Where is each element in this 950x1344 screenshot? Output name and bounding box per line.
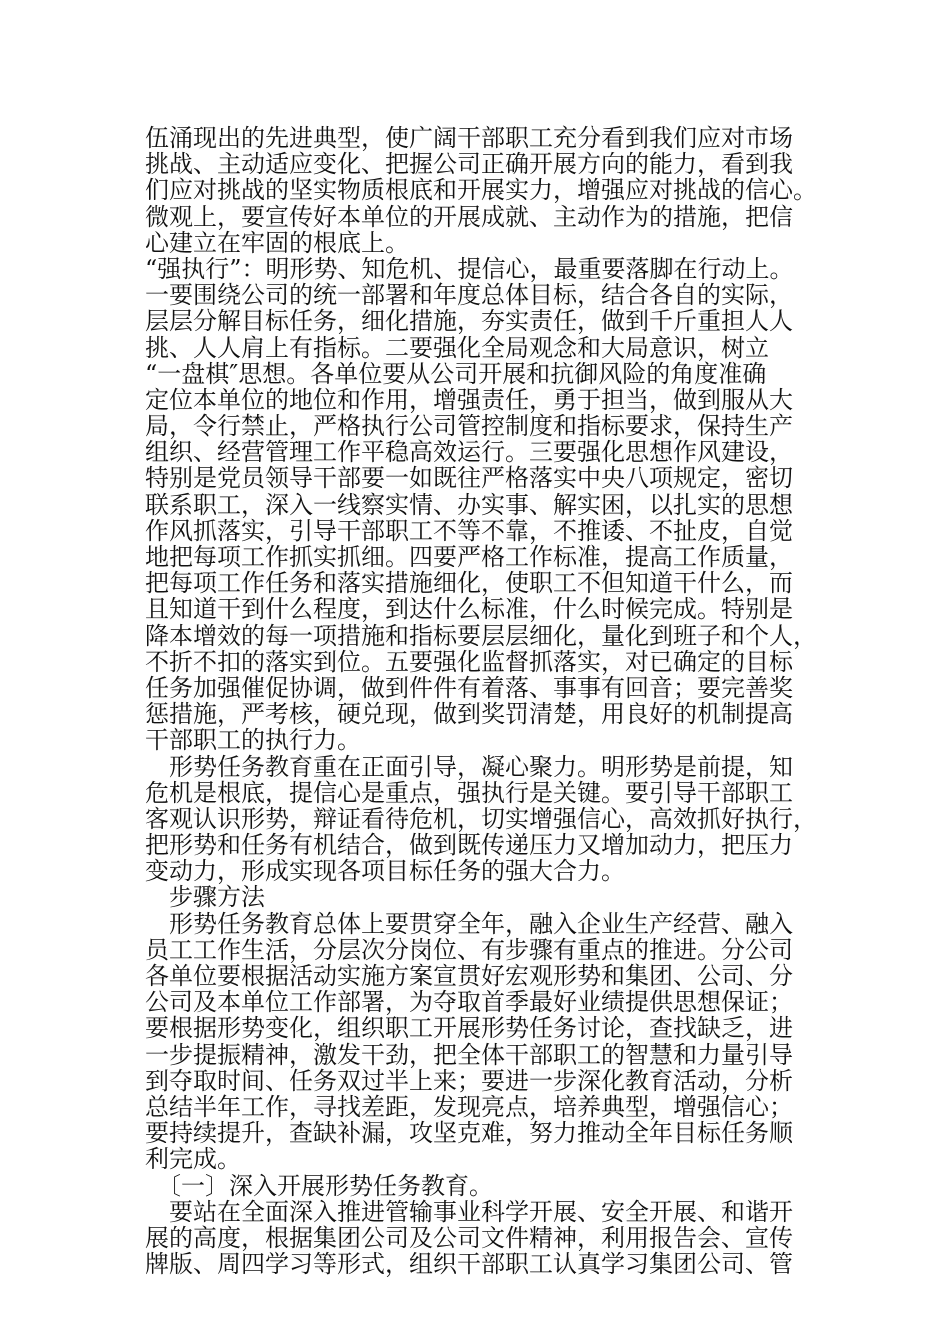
text-line: 作风抓落实，引导干部职工不等不靠，不推诿、不扯皮，自觉 xyxy=(145,516,793,545)
text-line: 特别是党员领导干部要一如既往严格落实中央八项规定，密切 xyxy=(145,464,793,493)
text-line: 一要围绕公司的统一部署和年度总体目标，结合各自的实际， xyxy=(145,281,793,310)
text-line: 形势任务教育总体上要贯穿全年，融入企业生产经营、融入 xyxy=(145,909,793,938)
text-line: 展的高度，根据集团公司及公司文件精神，利用报告会、宣传 xyxy=(145,1223,793,1252)
text-line: 牌版、周四学习等形式，组织干部职工认真学习集团公司、管 xyxy=(145,1250,793,1279)
text-line: 心建立在牢固的根底上。 xyxy=(145,228,409,257)
text-line: 利完成。 xyxy=(145,1145,241,1174)
text-line: 把形势和任务有机结合，做到既传递压力又增加动力，把压力 xyxy=(145,831,793,860)
text-line: 降本增效的每一项措施和指标要层层细化，量化到班子和个人， xyxy=(145,621,817,650)
text-line: 各单位要根据活动实施方案宣贯好宏观形势和集团、公司、分 xyxy=(145,962,793,990)
text-line: 且知道干到什么程度，到达什么标准，什么时候完成。特别是 xyxy=(145,595,793,624)
text-line: 组织、经营管理工作平稳高效运行。三要强化思想作风建设， xyxy=(145,438,793,467)
text-line: 一步提振精神，激发干劲，把全体干部职工的智慧和力量引导 xyxy=(145,1040,793,1069)
text-line: 危机是根底，提信心是重点，强执行是关键。要引导干部职工 xyxy=(145,778,793,807)
text-line: 挑战、主动适应变化、把握公司正确开展方向的能力，看到我 xyxy=(145,150,793,179)
text-line: 局，令行禁止，严格执行公司管控制度和指标要求，保持生产 xyxy=(145,412,793,441)
subsection-heading: 〔一〕深入开展形势任务教育。 xyxy=(145,1171,493,1200)
text-line: 微观上，要宣传好本单位的开展成就、主动作为的措施，把信 xyxy=(145,202,793,231)
text-line: 要持续提升，查缺补漏，攻坚克难，努力推动全年目标任务顺 xyxy=(145,1119,793,1148)
text-line: 干部职工的执行力。 xyxy=(145,726,361,755)
text-line: 要站在全面深入推进管输事业科学开展、安全开展、和谐开 xyxy=(145,1197,793,1226)
text-line: 变动力，形成实现各项目标任务的强大合力。 xyxy=(145,857,625,886)
text-line: 总结半年工作，寻找差距，发现亮点，培养典型，增强信心； xyxy=(145,1092,793,1121)
text-line: “一盘棋″思想。各单位要从公司开展和抗御风险的角度准确 xyxy=(145,359,767,388)
text-line: 伍涌现出的先进典型，使广阔干部职工充分看到我们应对市场 xyxy=(145,124,793,152)
text-line: 把每项工作任务和落实措施细化，使职工不但知道干什么，而 xyxy=(145,569,793,598)
text-line: 联系职工，深入一线察实情、办实事、解实困，以扎实的思想 xyxy=(145,490,793,519)
section-heading: 步骤方法 xyxy=(145,883,265,912)
text-line: 到夺取时间、任务双过半上来；要进一步深化教育活动，分析 xyxy=(145,1066,793,1095)
text-line: 客观认识形势，辩证看待危机，切实增强信心，高效抓好执行， xyxy=(145,804,817,833)
text-line: “强执行”：明形势、知危机、提信心，最重要落脚在行动上。 xyxy=(145,254,794,283)
text-line: 层层分解目标任务，细化措施，夯实责任，做到千斤重担人人 xyxy=(145,307,793,336)
text-line: 员工工作生活，分层次分岗位、有步骤有重点的推进。分公司 xyxy=(145,935,793,964)
document-body xyxy=(145,125,825,1277)
text-line: 不折不扣的落实到位。五要强化监督抓落实，对已确定的目标 xyxy=(145,647,793,676)
text-line: 公司及本单位工作部署，为夺取首季最好业绩提供思想保证； xyxy=(145,988,793,1017)
text-line: 要根据形势变化，组织职工开展形势任务讨论，查找缺乏，进 xyxy=(145,1014,793,1043)
text-line: 定位本单位的地位和作用，增强责任，勇于担当，做到服从大 xyxy=(145,385,793,414)
text-line: 地把每项工作抓实抓细。四要严格工作标准，提高工作质量， xyxy=(145,543,793,571)
text-line: 们应对挑战的坚实物质根底和开展实力，增强应对挑战的信心。 xyxy=(145,176,817,205)
text-line: 惩措施，严考核，硬兑现，做到奖罚清楚，用良好的机制提高 xyxy=(145,700,793,729)
text-line: 任务加强催促协调，做到件件有着落、事事有回音；要完善奖 xyxy=(145,673,793,702)
text-line: 形势任务教育重在正面引导，凝心聚力。明形势是前提，知 xyxy=(145,752,793,781)
text-line: 挑、人人肩上有指标。二要强化全局观念和大局意识，树立 xyxy=(145,333,769,362)
